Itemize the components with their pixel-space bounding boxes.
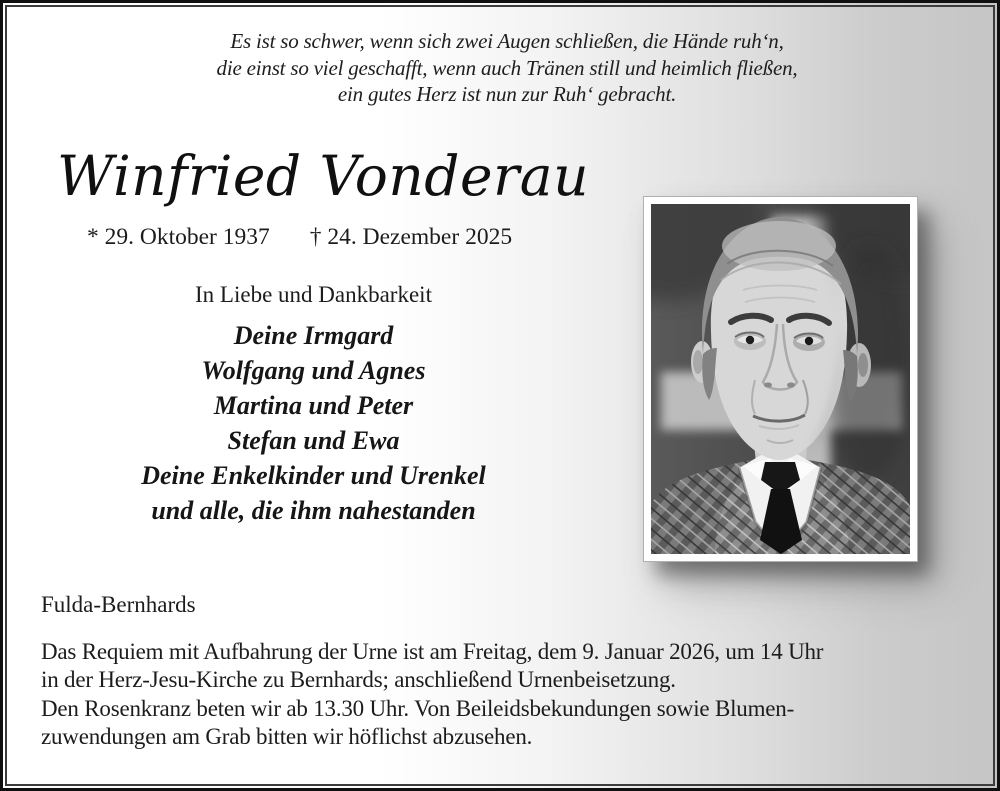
life-dates [87,224,512,251]
mourner-line: Martina und Peter [213,391,414,420]
mourner-line: Deine Irmgard [233,321,394,350]
epigraph-line: ein gutes Herz ist nun zur Ruh‘ gebracht. [337,82,677,106]
funeral-details-line: in der Herz-Jesu-Kirche zu Bernhards; anschließend Urnenbeisetzung. [41,667,676,693]
portrait-photo [644,197,917,561]
death-date: † 24. Dezember 2025 [309,224,513,250]
epigraph-line: die einst so viel geschafft, wenn auch Tränen still und heimlich fließen, [216,55,798,80]
funeral-details-line: Den Rosenkranz beten wir ab 13.30 Uhr. Von Beileidsbekundungen sowie Blumen- [41,695,795,721]
location-line: Fulda-Bernhards [41,592,196,617]
funeral-details-line: zuwendungen am Grab bitten wir höflichst abzusehen. [41,724,533,750]
deceased-name: Winfried Vonderau [57,144,590,208]
mourner-line: Deine Enkelkinder und Urenkel [141,461,486,490]
portrait-illustration [651,204,910,554]
mourner-line: und alle, die ihm nahestanden [151,496,476,525]
mourner-line: Stefan und Ewa [227,426,400,455]
dedication-line: In Liebe und Dankbarkeit [195,282,432,307]
funeral-details [41,638,823,752]
birth-date: * 29. Oktober 1937 [87,224,270,250]
epigraph [17,28,997,108]
mourner-line: Wolfgang und Agnes [201,356,426,385]
mourners-list [31,318,596,528]
funeral-details-line: Das Requiem mit Aufbahrung der Urne ist am Freitag, dem 9. Januar 2026, um 14 Uhr [41,639,824,664]
epigraph-line: Es ist so schwer, wenn sich zwei Augen schließen, die Hände ruh‘n, [230,29,784,53]
